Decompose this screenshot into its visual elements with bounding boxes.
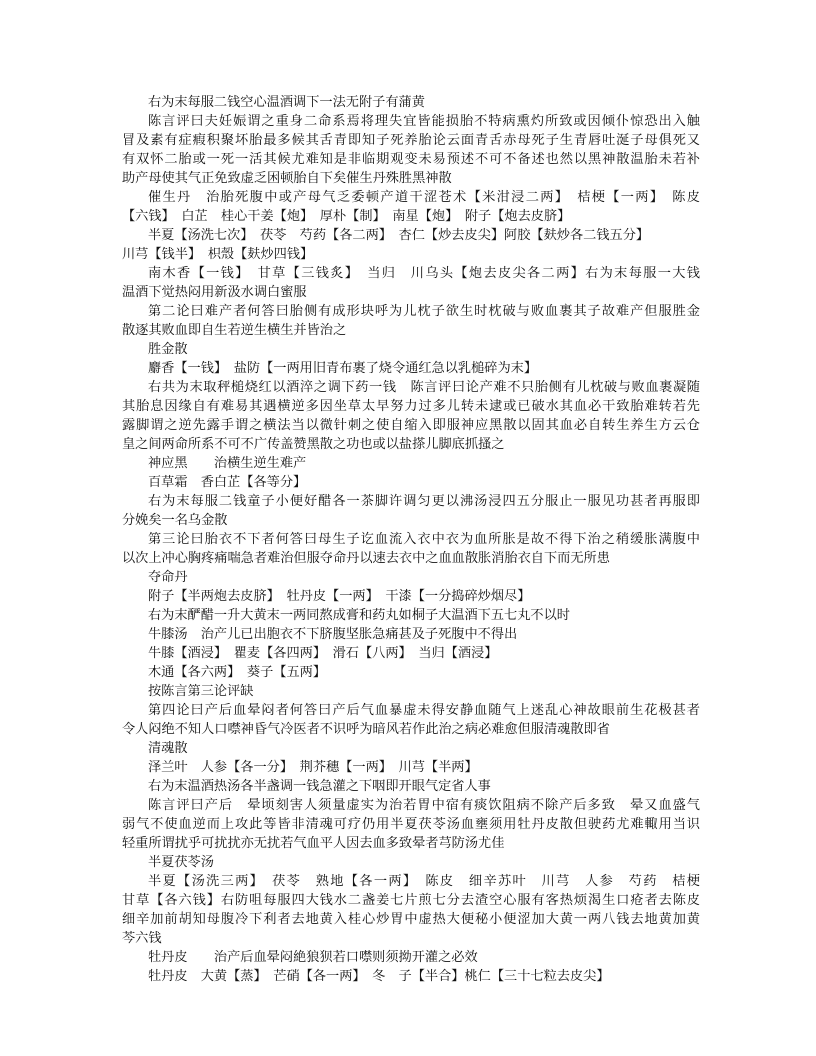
text-line: 牡丹皮 大黄【蒸】 芒硝【各一两】 冬 子【半合】桃仁【三十七粒去皮尖】 [148,969,610,984]
text-line: 半夏【汤洗三两】 茯苓 熟地【各一两】 陈皮 细辛苏叶 川芎 人参 芍药 桔梗 [148,874,700,889]
text-line: 右为末酽醋一升大黄末一两同熬成膏和药丸如桐子大温酒下五七丸不以时 [148,608,570,623]
text-line: 百草霜 香白芷【各等分】 [148,475,307,490]
text-line: 轻重所谓扰乎可扰扰亦无扰若气血平人因去血多致晕者芎防汤尤佳 [122,836,505,851]
text-line: 露脚谓之逆先露手谓之横法当以微针刺之使自缩入即服神应黑散以固其血必自转生养生方云仓 [122,418,700,433]
text-line: 牛膝【酒浸】 瞿麦【各四两】 滑石【八两】 当归【酒浸】 [148,646,498,661]
text-line: 右为末每服二钱童子小便好醋各一茶脚许调匀更以沸汤浸四五分服止一服见功甚者再服即 [148,494,700,509]
text-line: 以次上冲心胸疼痛喘急者难治但服夺命丹以速去衣中之血血散胀消胎衣自下而无所患 [122,551,610,566]
text-line: 温酒下觉热闷用新汲水调白蜜服 [122,285,307,300]
text-line: 助产母使其气正免致虚乏困顿胎自下矣催生丹殊胜黑神散 [122,171,452,186]
text-line: 皇之间两命所系不可不广传盖赞黑散之功也或以盐搽儿脚底抓搔之 [122,437,505,452]
text-line: 细辛加前胡知母腹冷下利者去地黄入桂心炒胃中虚热大便秘小便涩加大黄一两八钱去地黄加黄 [122,912,700,927]
text-line: 催生丹 治胎死腹中或产母气乏委顿产道干涩苍术【米泔浸二两】 桔梗【一两】 陈皮 [148,190,700,205]
text-line: 第三论曰胎衣不下者何答曰母生子讫血流入衣中衣为血所胀是故不得下治之稍缓胀满腹中 [148,532,700,547]
text-line: 神应黑 治横生逆生难产 [148,456,307,471]
text-line: 麝香【一钱】 盐防【一两用旧青布裹了烧令通红急以乳槌碎为末】 [148,361,538,376]
text-line: 有双怀二胎或一死一活其候尤难知是非临期观变未易预述不可不备述也然以黑神散温胎未若补 [122,152,700,167]
text-line: 甘草【各六钱】右防咀每服四大钱水二盏姜七片煎七分去渣空心服有客热烦渴生口疮者去陈皮 [122,893,700,908]
text-line: 右共为末取秤槌烧红以酒淬之调下药一钱 陈言评曰论产难不只胎侧有儿枕破与败血裹凝随 [148,380,700,395]
text-line: 陈言评曰夫妊娠谓之重身二命系焉将理失宜皆能损胎不特病熏灼所致或因倾仆惊恐出入触 [148,114,700,129]
text-line: 冒及素有症瘕积聚坏胎最多候其舌青即知子死养胎论云面青舌赤母死子生青唇吐涎子母俱死又 [122,133,700,148]
text-line: 陈言评曰产后 晕顷刻害人须量虚实为治若胃中宿有痰饮阻病不除产后多致 晕又血盛气 [148,798,700,813]
text-line: 右为末温酒热汤各半盏调一钱急灌之下咽即开眼气定省人事 [148,779,491,794]
text-line: 牡丹皮 治产后血晕闷絶狼狈若口噤则须拗开灌之必效 [148,950,478,965]
text-line: 令人闷绝不知人口噤神昏气冷医者不识呼为暗风若作此治之病必难愈但服清魂散即省 [122,722,610,737]
text-line: 半夏茯苓汤 [148,855,214,870]
text-line: 芩六钱 [122,931,162,946]
text-line: 泽兰叶 人参【各一分】 荆芥穗【一两】 川芎【半两】 [148,760,478,775]
text-line: 其胎息因缘自有难易其遇横逆多因坐草太早努力过多儿转未逮或已破水其血必干致胎难转若先 [122,399,700,414]
text-line: 南木香【一钱】 甘草【三钱炙】 当归 川乌头【炮去皮尖各二两】右为末每服一大钱 [148,266,700,281]
text-line: 牛膝汤 治产儿已出胞衣不下脐腹坚胀急痛甚及子死腹中不得出 [148,627,518,642]
text-line: 胜金散 [148,342,188,357]
text-line: 按陈言第三论评缺 [148,684,254,699]
text-line: 川芎【钱半】 枳殼【麸炒四钱】 [122,247,314,262]
text-line: 分娩矣一名乌金散 [122,513,228,528]
text-line: 木通【各六两】 葵子【五两】 [148,665,327,680]
text-line: 散逐其败血即自生若逆生横生并皆治之 [122,323,347,338]
text-line: 清魂散 [148,741,188,756]
text-line: 半夏【汤洗七次】 茯苓 芍药【各二两】 杏仁【炒去皮尖】阿胶【麸炒各二钱五分】 [148,228,650,243]
text-line: 弱气不使血逆而上攻此等皆非清魂可疗仍用半夏茯苓汤血壅须用牡丹皮散但驶药尤难輙用当识 [122,817,700,832]
text-line: 夺命丹 [148,570,188,585]
text-line: 【六钱】 白芷 桂心干姜【炮】 厚朴【制】 南星【炮】 附子【炮去皮脐】 [122,209,571,224]
text-line: 右为末每服二钱空心温酒调下一法无附子有蒲黄 [148,95,425,110]
text-line: 第二论曰难产者何答曰胎侧有成形块呼为儿枕子欲生时枕破与败血裹其子故难产但服胜金 [148,304,700,319]
text-line: 附子【半两炮去皮脐】 牡丹皮【一两】 干漆【一分捣碎炒烟尽】 [148,589,531,604]
text-line: 第四论曰产后血晕闷者何答曰产后气血暴虚未得安静血随气上迷乱心神故眼前生花极甚者 [148,703,700,718]
